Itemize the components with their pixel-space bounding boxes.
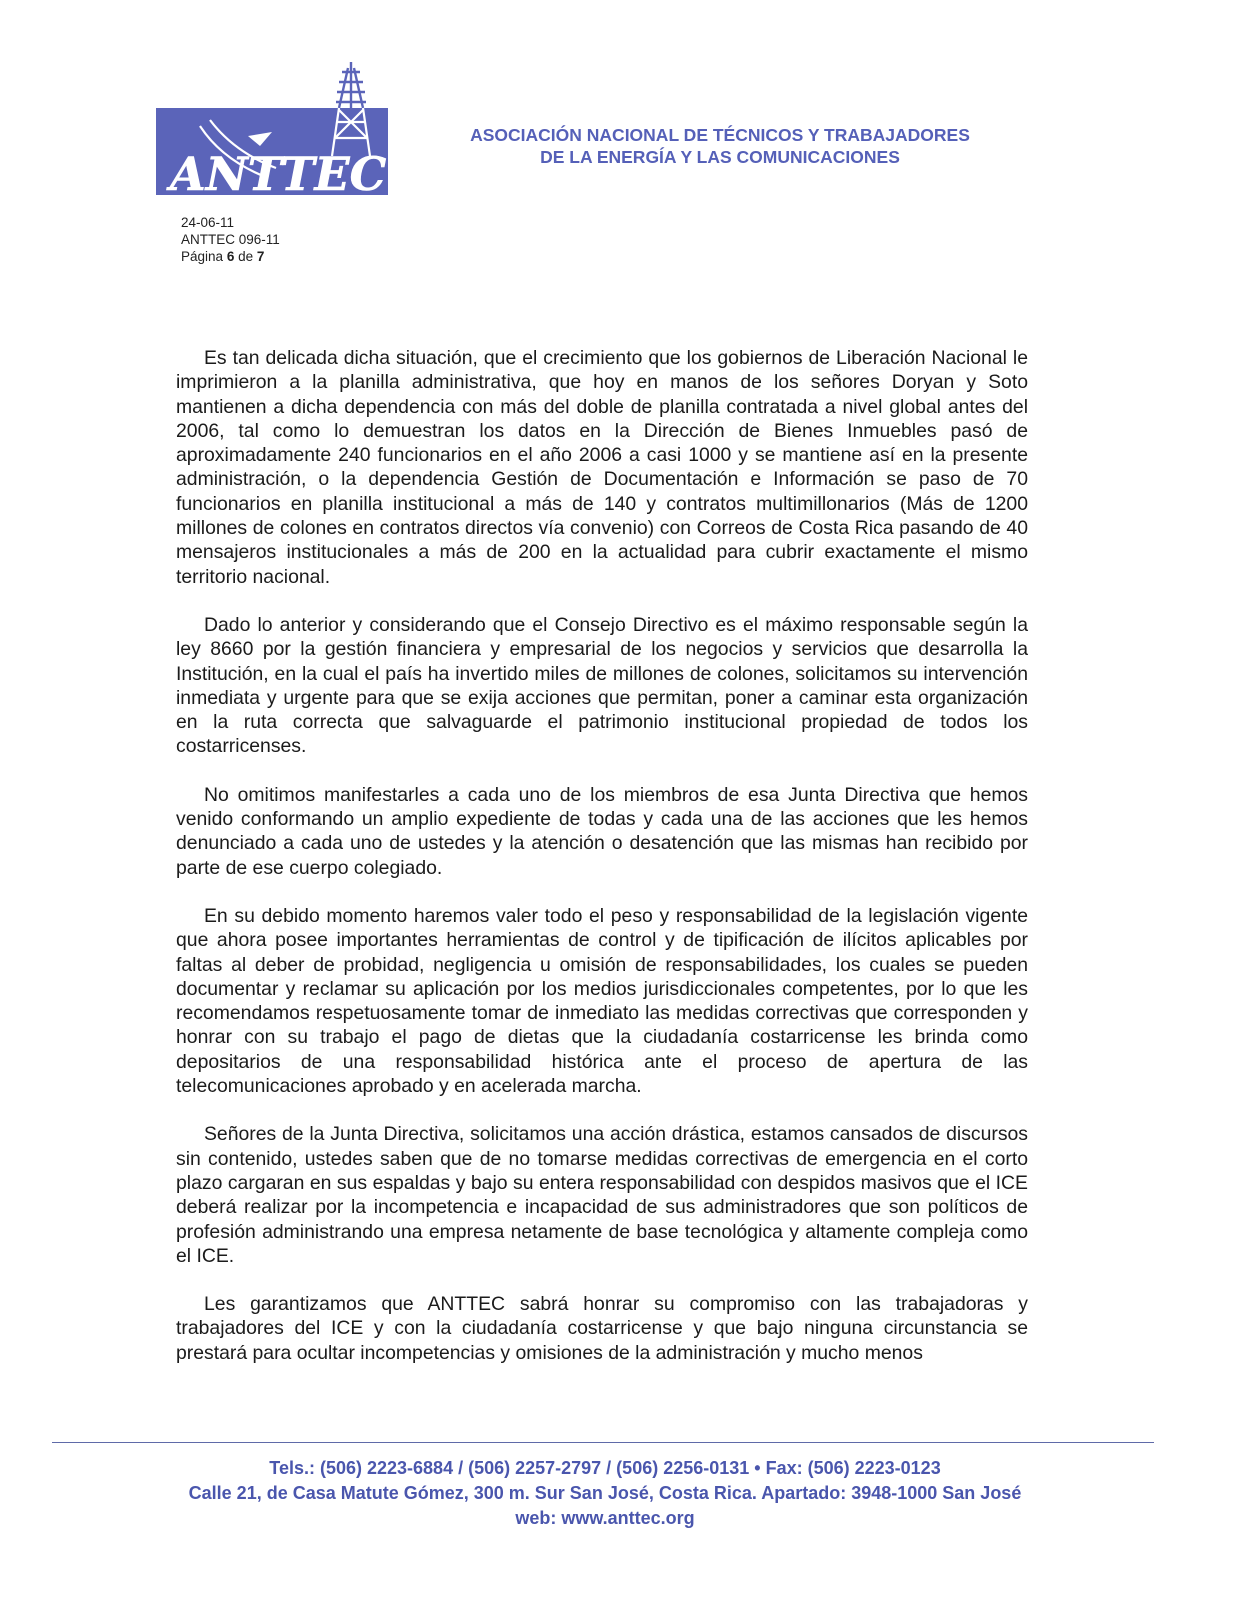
page-label: Página <box>181 249 224 264</box>
page-total: 7 <box>256 249 265 264</box>
body-paragraph: Les garantizamos que ANTTEC sabrá honrar su compromiso con las trabajadoras y trabajadores del ICE y con la ciudadanía costarricense y que bajo ninguna circunstancia se prestará para ocultar incompetencias y omisiones de la administración y mucho menos <box>176 1293 1028 1364</box>
logo-text: ANTTEC <box>170 147 387 200</box>
body-paragraph: Es tan delicada dicha situación, que el crecimiento que los gobiernos de Liberación Nacional le imprimieron a la planilla administrativa, que hoy en manos de los señores Doryan y Soto mantienen a dicha dependencia con más del doble de planilla contratada a nivel global antes del 2006, tal como lo demuestran los datos en la Dirección de Bienes Inmuebles pasó de aproximadamente 240 funcionarios en el año 2006 a casi 1000 y se mantiene así en la presente administración, o la dependencia Gestión de Documentación e Información se paso de 70 funcionarios en planilla institucional a más de 140 y contratos multimillonarios (Más de 1200 millones de colones en contratos directos vía convenio) con Correos de Costa Rica pasando de 40 mensajeros institucionales a más de 200 en la actualidad para cubrir exactamente el mismo territorio nacional. <box>176 347 1028 588</box>
reference-number: ANTTEC 096-11 <box>181 232 280 247</box>
footer-contact <box>100 1456 1110 1531</box>
footer-divider <box>52 1442 1154 1443</box>
letter-body <box>176 346 1028 1389</box>
page-current: 6 <box>226 249 235 264</box>
body-paragraph: En su debido momento haremos valer todo el peso y responsabilidad de la legislación vigente que ahora posee importantes herramientas de control y de tipificación de ilícitos aplicables por faltas al deber de probidad, negligencia u omisión de responsabilidades, los cuales se pueden documentar y reclamar su aplicación por los medios jurisdiccionales competentes, por lo que les recomendamos respetuosamente tomar de inmediato las medidas correctivas que corresponden y honrar con su trabajo el pago de dietas que la ciudadanía costarricense les brinda como depositarios de una responsabilidad histórica ante el proceso de apertura de las telecomunicaciones aprobado y en acelerada marcha. <box>176 904 1028 1098</box>
page-indicator <box>181 248 280 265</box>
footer-phones: Tels.: (506) 2223-6884 / (506) 2257-2797 / (506) 2256-0131 • Fax: (506) 2223-0123 <box>269 1458 941 1478</box>
page-of: de <box>238 249 254 264</box>
footer-web-link[interactable]: web: www.anttec.org <box>515 1508 695 1528</box>
organization-title <box>440 124 1000 168</box>
anttec-logo <box>156 60 388 200</box>
org-title-line-2: DE LA ENERGÍA Y LAS COMUNICACIONES <box>540 147 900 167</box>
org-title-line-1: ASOCIACIÓN NACIONAL DE TÉCNICOS Y TRABAJADORES <box>470 125 970 145</box>
document-date: 24-06-11 <box>181 215 235 230</box>
footer-address: Calle 21, de Casa Matute Gómez, 300 m. Sur San José, Costa Rica. Apartado: 3948-1000 San José <box>188 1483 1022 1503</box>
body-paragraph: Dado lo anterior y considerando que el Consejo Directivo es el máximo responsable según la ley 8660 por la gestión financiera y empresarial de los negocios y servicios que desarrolla la Institución, en la cual el país ha invertido miles de millones de colones, solicitamos su intervención inmediata y urgente para que se exija acciones que permitan, poner a caminar esta organización en la ruta correcta que salvaguarde el patrimonio institucional propiedad de todos los costarricenses. <box>176 613 1028 758</box>
body-paragraph: No omitimos manifestarles a cada uno de los miembros de esa Junta Directiva que hemos venido conformando un amplio expediente de todas y cada una de las acciones que les hemos denunciado a cada uno de ustedes y la atención o desatención que las mismas han recibido por parte de ese cuerpo colegiado. <box>176 783 1028 879</box>
body-paragraph: Señores de la Junta Directiva, solicitamos una acción drástica, estamos cansados de discursos sin contenido, ustedes saben que de no tomarse medidas correctivas de emergencia en el corto plazo cargaran en sus espaldas y bajo su entera responsabilidad con despidos masivos que el ICE deberá realizar por la incompetencia e incapacidad de sus administradores que son políticos de profesión administrando una empresa netamente de base tecnológica y altamente compleja como el ICE. <box>176 1123 1028 1267</box>
document-reference <box>181 214 280 265</box>
